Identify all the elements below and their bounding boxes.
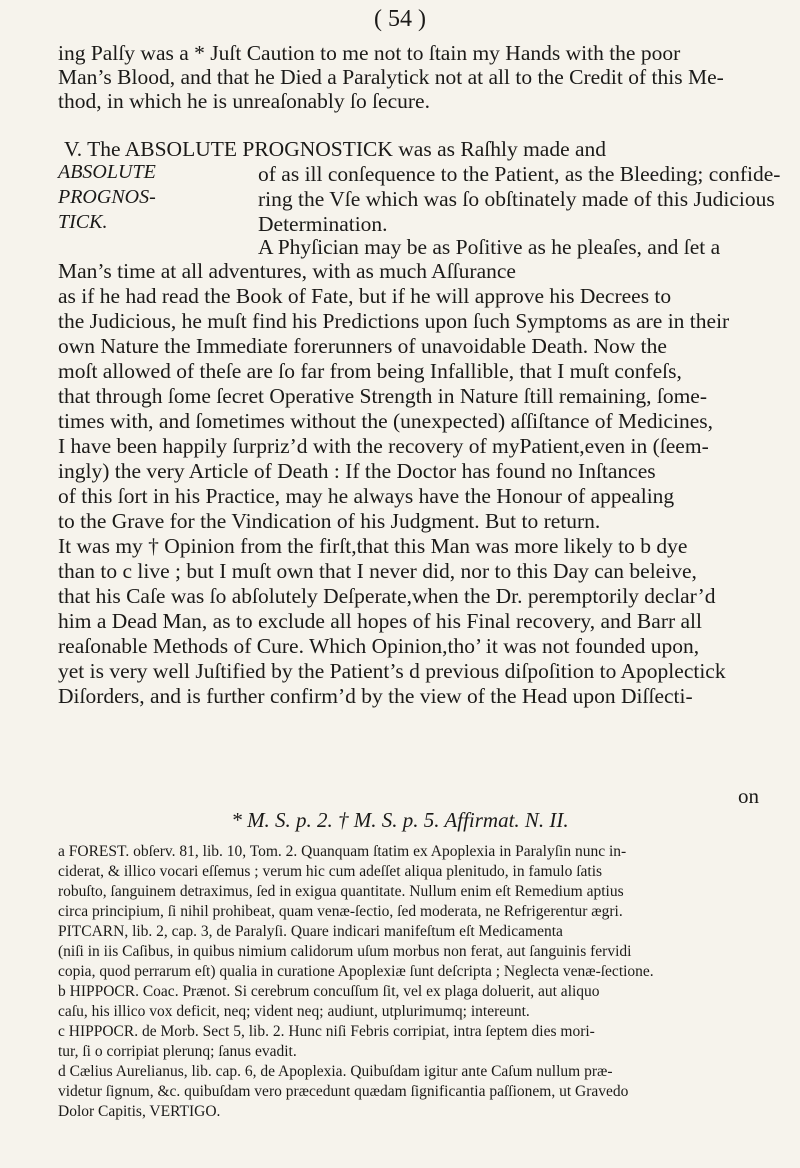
opening-line-1: ing Palſy was a * Juſt Caution to me not to ſtain my Hands with the poor — [58, 41, 681, 65]
body-line: I have been happily ſurpriz’d with the recovery of myPatient,even in (ſeem- — [58, 434, 709, 458]
section-v-line-2: of as ill conſequence to the Patient, as the Bleeding; confide- — [258, 162, 781, 186]
footnote-references: * M. S. p. 2. † M. S. p. 5. Affirmat. N. II. — [231, 808, 569, 832]
body-line: moſt allowed of theſe are ſo far from being Infallible, that I muſt confeſs, — [58, 359, 682, 383]
footnote-line: circa principium, ſi nihil prohibeat, quam venæ-ſectio, ſed moderata, ne Refrigerentur ægri. — [58, 903, 623, 920]
body-line: as if he had read the Book of Fate, but if he will approve his Decrees to — [58, 284, 672, 308]
footnote-line: PITCARN, lib. 2, cap. 3, de Paralyſi. Quare indicari manifeſtum eſt Medicamenta — [58, 923, 563, 940]
body-line: that through ſome ſecret Operative Strength in Nature ſtill remaining, ſome- — [58, 384, 707, 408]
body-line: him a Dead Man, as to exclude all hopes of his Final recovery, and Barr all — [58, 609, 703, 633]
body-line: times with, and ſometimes without the (unexpected) aſſiſtance of Medicines, — [58, 409, 713, 433]
margin-note-line-3: TICK. — [58, 211, 108, 233]
footnote-line: tur, ſi o corripiat plerunq; ſanus evadit. — [58, 1043, 297, 1060]
footnote-line: d Cælius Aurelianus, lib. cap. 6, de Apoplexia. Quibuſdam igitur ante Caſum nullum præ- — [58, 1063, 613, 1080]
page-number: ( 54 ) — [374, 6, 426, 32]
section-v-line-4: Determination. — [258, 212, 388, 236]
footnote-line: b HIPPOCR. Coac. Prænot. Si cerebrum concuſſum ſit, vel ex plaga doluerit, aut aliquo — [58, 983, 600, 1000]
footnote-line: Dolor Capitis, VERTIGO. — [58, 1103, 221, 1120]
footnote-line: (niſi in iis Caſibus, in quibus nimium calidorum uſum morbus non ferat, aut ſanguinis fervidi — [58, 943, 632, 960]
section-v-heading: V. The ABSOLUTE PROGNOSTICK was as Raſhly made and — [64, 137, 607, 161]
body-line: to the Grave for the Vindication of his Judgment. But to return. — [58, 509, 601, 533]
footnote-line: a FOREST. obſerv. 81, lib. 10, Tom. 2. Quanquam ſtatim ex Apoplexia in Paralyſin nunc in- — [58, 843, 627, 860]
footnote-line: ciderat, & illico vocari eſſemus ; verum hic cum adeſſet aliqua plenitudo, in famulo ſatis — [58, 863, 603, 880]
body-line: that his Caſe was ſo abſolutely Deſperate,when the Dr. peremptorily declar’d — [58, 584, 716, 608]
section-v-line-3: ring the Vſe which was ſo obſtinately made of this Judicious — [258, 187, 775, 211]
body-line: ingly) the very Article of Death : If the Doctor has found no Inſtances — [58, 459, 656, 483]
footnote-line: videtur ſignum, &c. quibuſdam vero præcedunt quædam ſignificantia paſſionem, ut Gravedo — [58, 1083, 629, 1100]
body-line: of this ſort in his Practice, may he always have the Honour of appealing — [58, 484, 675, 508]
margin-note-line-2: PROGNOS- — [58, 186, 156, 208]
body-line: the Judicious, he muſt find his Predictions upon ſuch Symptoms as are in their — [58, 309, 730, 333]
body-line: Diſorders, and is further confirm’d by the view of the Head upon Diſſecti- — [58, 684, 693, 708]
footnote-line: caſu, his illico vox deficit, neq; vident neq; audiunt, utplurimumq; intereunt. — [58, 1003, 530, 1020]
body-line: yet is very well Juſtified by the Patient’s d previous diſpoſition to Apoplectick — [58, 659, 726, 683]
margin-note-line-1: ABSOLUTE — [58, 161, 156, 183]
opening-line-3: thod, in which he is unreaſonably ſo ſecure. — [58, 89, 430, 113]
body-line: than to c live ; but I muſt own that I never did, nor to this Day can beleive, — [58, 559, 697, 583]
catchword: on — [738, 784, 759, 808]
footnote-line: robuſto, ſanguinem detraximus, ſed in exigua quantitate. Nullum enim eſt Remedium aptius — [58, 883, 624, 900]
footnote-line: c HIPPOCR. de Morb. Sect 5, lib. 2. Hunc niſi Febris corripiat, intra ſeptem dies mori- — [58, 1023, 595, 1040]
section-v-line-5: A Phyſician may be as Poſitive as he pleaſes, and ſet a — [258, 235, 721, 259]
body-line: Man’s time at all adventures, with as much Aſſurance — [58, 259, 516, 283]
footnote-line: copia, quod perrarum eſt) qualia in curatione Apoplexiæ ſunt deſcripta ; Neglecta venæ-ſectione. — [58, 963, 654, 980]
opening-line-2: Man’s Blood, and that he Died a Paralytick not at all to the Credit of this Me- — [58, 65, 724, 89]
body-line: reaſonable Methods of Cure. Which Opinion,tho’ it was not founded upon, — [58, 634, 700, 658]
body-line: It was my † Opinion from the firſt,that this Man was more likely to b dye — [58, 534, 688, 558]
body-line: own Nature the Immediate forerunners of unavoidable Death. Now the — [58, 334, 667, 358]
